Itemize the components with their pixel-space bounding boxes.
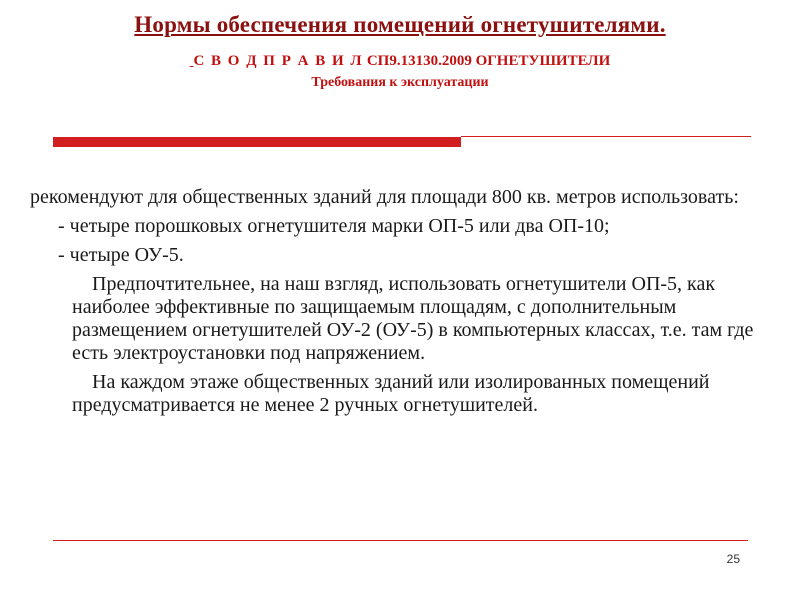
slide-title: Нормы обеспечения помещений огнетушителями. [134,12,666,37]
body-paragraph-recommend: рекомендуют для общественных зданий для площади 800 кв. метров использовать: [30,186,739,208]
decorative-rule-thick [53,137,461,147]
subtitle-spaced-text: С В О Д П Р А В И Л [193,53,364,69]
decorative-rule-thin [461,136,751,137]
subtitle-code-text: СП9.13130.2009 ОГНЕТУШИТЕЛИ [363,53,611,69]
body-item-powder-extinguishers: - четыре порошковых огнетушителя марки ОП-5 или два ОП-10; [58,215,610,237]
body-paragraph-per-floor: На каждом этаже общественных зданий или изолированных помещений предусматривается не менее 2 ручных огнетушителей. [72,371,710,416]
slide-subtitle [0,53,800,70]
footer-rule [53,540,748,541]
page-number: 25 [726,552,740,566]
slide-subtitle-requirements: Требования к эксплуатации [311,75,489,90]
body-paragraph-preference: Предпочтительнее, на наш взгляд, использовать огнетушители ОП-5, как наиболее эффективные по защищаемым площадям, с дополнительным размещением огнетушителей ОУ-2 (ОУ-5) в компьютерных классах, т.е. там где есть электроустановки под напряжением. [72,273,754,364]
body-item-co2-extinguishers: - четыре ОУ-5. [58,244,184,266]
slide-body [30,186,775,423]
